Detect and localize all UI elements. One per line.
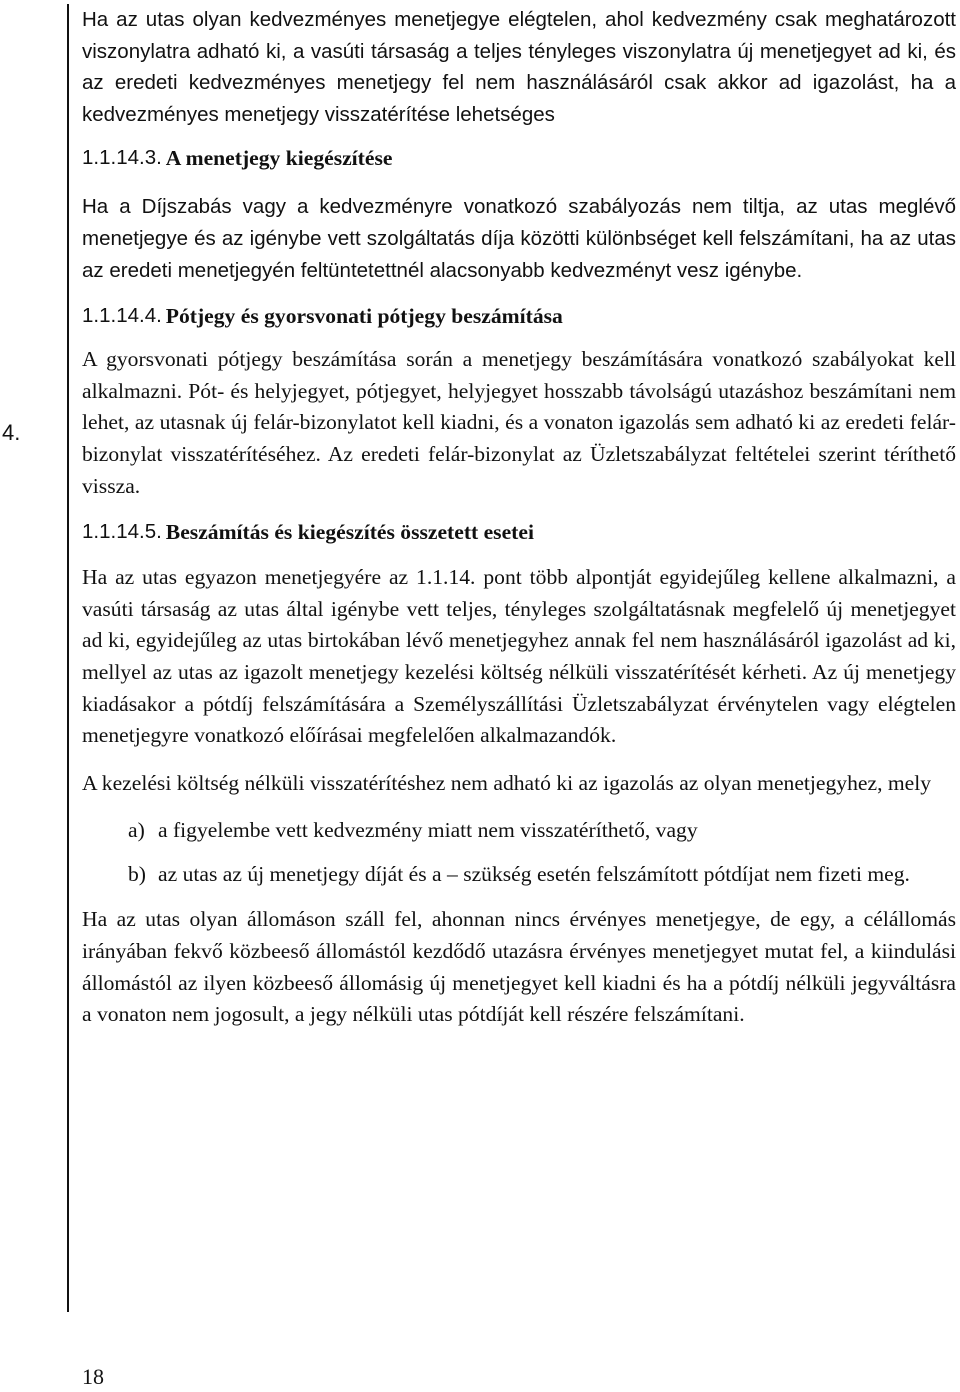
- section-number: 1.1.14.5.: [82, 520, 162, 544]
- paragraph-supplement-rule: Ha a Díjszabás vagy a kedvezményre vonatkozó szabályozás nem tiltja, az utas meglévő menetjegye és az igénybe vett szolgáltatás díja közötti különbséget kell felszámítani, ha az utas az eredeti menetjegyén feltüntetettnél alacsonyabb kedvezményt vesz igénybe.: [82, 195, 956, 282]
- section-title: A menetjegy kiegészítése: [165, 146, 393, 171]
- list-text: az utas az új menetjegy díját és a – szükség esetén felszámított pótdíjat nem fizeti meg.: [158, 861, 910, 886]
- list-item: [128, 859, 956, 891]
- list-marker: b): [128, 861, 146, 886]
- section-heading-combined-cases: [82, 517, 956, 547]
- paragraph-combined-cases-rule: Ha az utas egyazon menetjegyére az 1.1.14. pont több alpontját egyidejűleg kellene alkalmazni, a vasúti társaság az utas által igénybe vett teljes, tényleges szolgáltatásnak megfelelő új menetjegyet ad ki, egyidejűleg az utas birtokában lévő menetjegyhez annak fel nem használásáról igazolást ad ki, mellyel az utas az igazolt menetjegy kezelési költség nélküli visszatérítését kérheti. Az új menetjegy kiadásakor a pótdíj felszámítására a Személyszállítási Üzletszabályzat érvénytelen vagy elégtelen menetjegyre vonatkozó előírásai megfelelően alkalmazandók.: [82, 565, 956, 748]
- paragraph-intermediate-station: Ha az utas olyan állomáson száll fel, ahonnan nincs érvényes menetjegye, de egy, a célállomás irányában fekvő közbeeső állomástól kezdődő utazásra érvényes menetjegyet mutat fel, a kiindulási állomástól az ilyen közbeeső állomásig új menetjegyet kell kiadni és ha a pótdíj nélküli jegyváltásra a vonaton nem jogosult, a jegy nélküli utas pótdíját kell részére felszámítani.: [82, 907, 956, 1027]
- list-marker: a): [128, 818, 145, 843]
- condition-list: [82, 815, 956, 890]
- section-title: Beszámítás és kiegészítés összetett esetei: [165, 520, 534, 545]
- page-number: 18: [82, 1364, 104, 1389]
- change-bar: [67, 4, 69, 1312]
- section-heading-supplement-ticket-credit: [82, 301, 956, 331]
- section-number: 1.1.14.3.: [82, 146, 162, 170]
- paragraph-discount-ticket: Ha az utas olyan kedvezményes menetjegye elégtelen, ahol kedvezmény csak meghatározott viszonylatra adható ki, a vasúti társaság a teljes tényleges viszonylatra új menetjegyet ad ki, és az eredeti kedvezményes menetjegy fel nem használásáról csak akkor ad igazolást, ha a kedvezményes menetjegy visszatérítése lehetséges: [82, 8, 956, 126]
- list-item: [128, 815, 956, 847]
- paragraph-supplement-credit-rule: A gyorsvonati pótjegy beszámítása során a menetjegy beszámítására vonatkozó szabályokat kell alkalmazni. Pót- és helyjegyet, pótjegyet, helyjegyet hosszabb távolságú utazáshoz beszámítani nem lehet, az utasnak új felár-bizonylatot kell kiadni, és a vonaton igazolás sem adható ki az eredeti felár-bizonylat visszatérítéséhez. Az eredeti felár-bizonylat az Üzletszabályzat feltételei szerint téríthető vissza.: [82, 347, 956, 498]
- list-text: a figyelembe vett kedvezmény miatt nem visszatéríthető, vagy: [158, 818, 698, 843]
- margin-revision-mark: 4.: [2, 420, 21, 445]
- paragraph-refund-exclusion: A kezelési költség nélküli visszatérítéshez nem adható ki az igazolás az olyan menetjegyhez, mely: [82, 770, 932, 795]
- section-title: Pótjegy és gyorsvonati pótjegy beszámítása: [165, 304, 563, 329]
- section-number: 1.1.14.4.: [82, 304, 162, 328]
- document-body: [82, 4, 956, 1031]
- section-heading-ticket-supplement: [82, 143, 956, 173]
